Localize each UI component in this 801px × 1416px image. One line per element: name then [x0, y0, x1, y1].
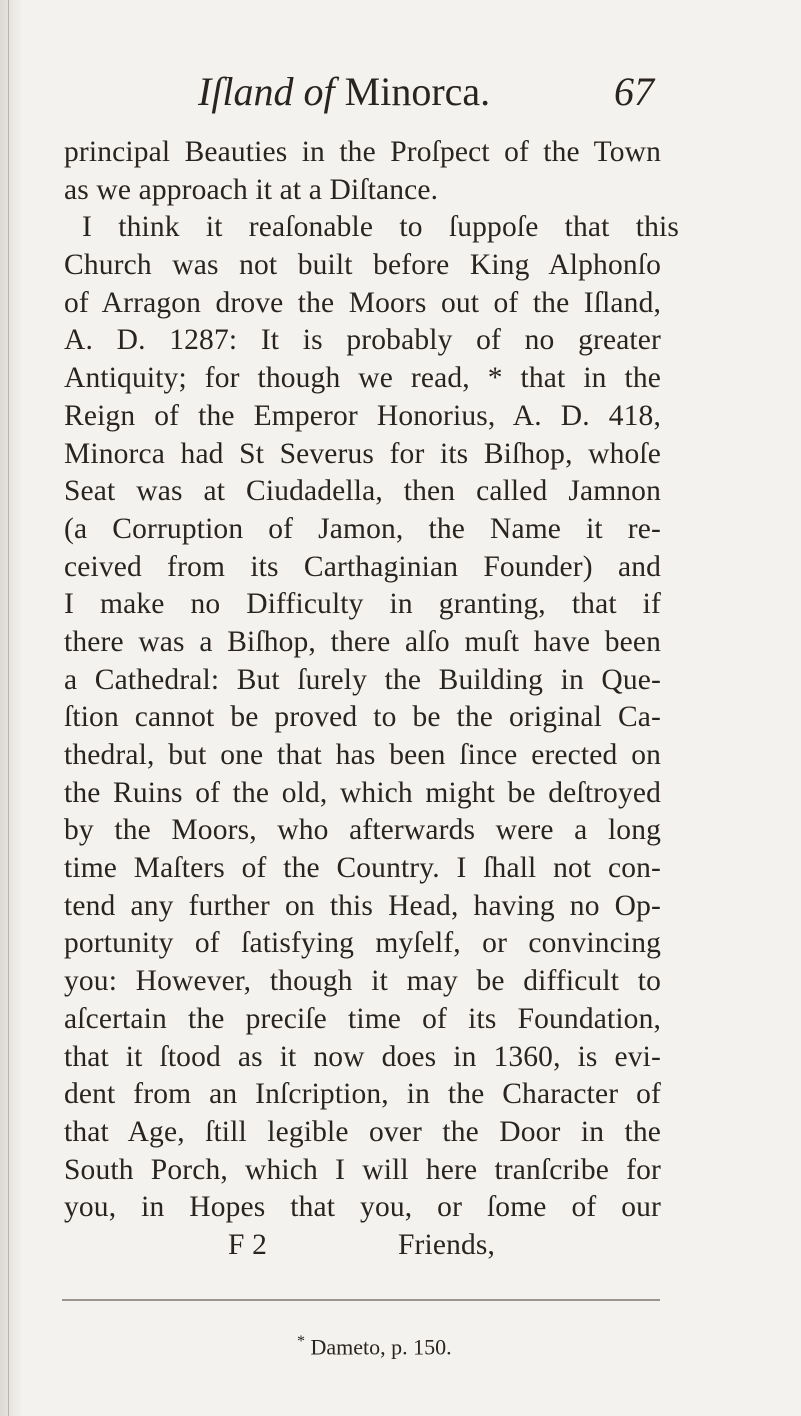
text-line: thedral, but one that has been ſince erected on — [64, 739, 661, 771]
text-line: I think it reaſonable to ſuppoſe that this — [82, 211, 679, 244]
gutter-shadow-line — [8, 0, 9, 1416]
signature-mark: F 2 — [228, 1228, 267, 1261]
text-line: Reign of the Emperor Honorius, A. D. 418, — [64, 399, 661, 432]
text-line: of Arragon drove the Moors out of the Iſland, — [64, 286, 661, 319]
text-line: portunity of ſatisfying myſelf, or convincing — [64, 927, 661, 960]
footnote-marker: * — [297, 1333, 305, 1350]
footnote-text: Dameto, p. 150. — [310, 1334, 452, 1360]
page-number: 67 — [614, 69, 654, 114]
text-line: Seat was at Ciudadella, then called Jamnon — [64, 475, 661, 508]
text-line: as we approach it at a Diſtance. — [64, 173, 439, 206]
text-line: by the Moors, who afterwards were a long — [64, 814, 661, 847]
text-line: Minorca had St Severus for its Biſhop, whoſe — [64, 437, 661, 470]
text-line: A. D. 1287: It is probably of no greater — [64, 324, 661, 357]
text-line: time Maſters of the Country. I ſhall not con- — [64, 852, 661, 885]
text-line: principal Beauties in the Proſpect of the Town — [64, 136, 661, 168]
text-line: tend any further on this Head, having no Op- — [64, 889, 661, 922]
running-head-title-italic: Iſland of — [198, 69, 335, 114]
text-line: you, in Hopes that you, or ſome of our — [64, 1191, 661, 1224]
text-line: I make no Difficulty in granting, that if — [64, 588, 661, 621]
text-line: the Ruins of the old, which might be deſtroyed — [64, 776, 661, 809]
running-head — [0, 66, 801, 126]
text-line: Church was not built before King Alphonſo — [64, 249, 661, 282]
text-line: ſtion cannot be proved to be the original Ca- — [64, 701, 661, 734]
running-head-title — [198, 66, 490, 118]
footnote-rule — [62, 1299, 660, 1301]
text-line: you: However, though it may be difficult to — [64, 965, 661, 998]
text-line: that Age, ſtill legible over the Door in the — [64, 1115, 661, 1148]
text-line: (a Corruption of Jamon, the Name it re- — [64, 512, 661, 545]
catchword: Friends, — [398, 1228, 496, 1261]
text-line: South Porch, which I will here tranſcribe for — [64, 1153, 661, 1186]
text-line: aſcertain the preciſe time of its Foundation, — [64, 1002, 661, 1035]
text-line: Antiquity; for though we read, * that in the — [64, 362, 661, 395]
running-head-title-roman: Minorca. — [344, 69, 491, 114]
text-line: there was a Biſhop, there alſo muſt have been — [64, 625, 661, 658]
book-gutter — [0, 0, 22, 1416]
text-line: a Cathedral: But ſurely the Building in Que- — [64, 663, 661, 696]
text-line: ceived from its Carthaginian Founder) and — [64, 550, 661, 583]
text-line: dent from an Inſcription, in the Character of — [64, 1078, 661, 1111]
footnote — [297, 1328, 452, 1361]
signature-line — [64, 1227, 784, 1265]
body-text — [64, 134, 784, 1265]
text-line: that it ſtood as it now does in 1360, is evi- — [64, 1040, 661, 1073]
